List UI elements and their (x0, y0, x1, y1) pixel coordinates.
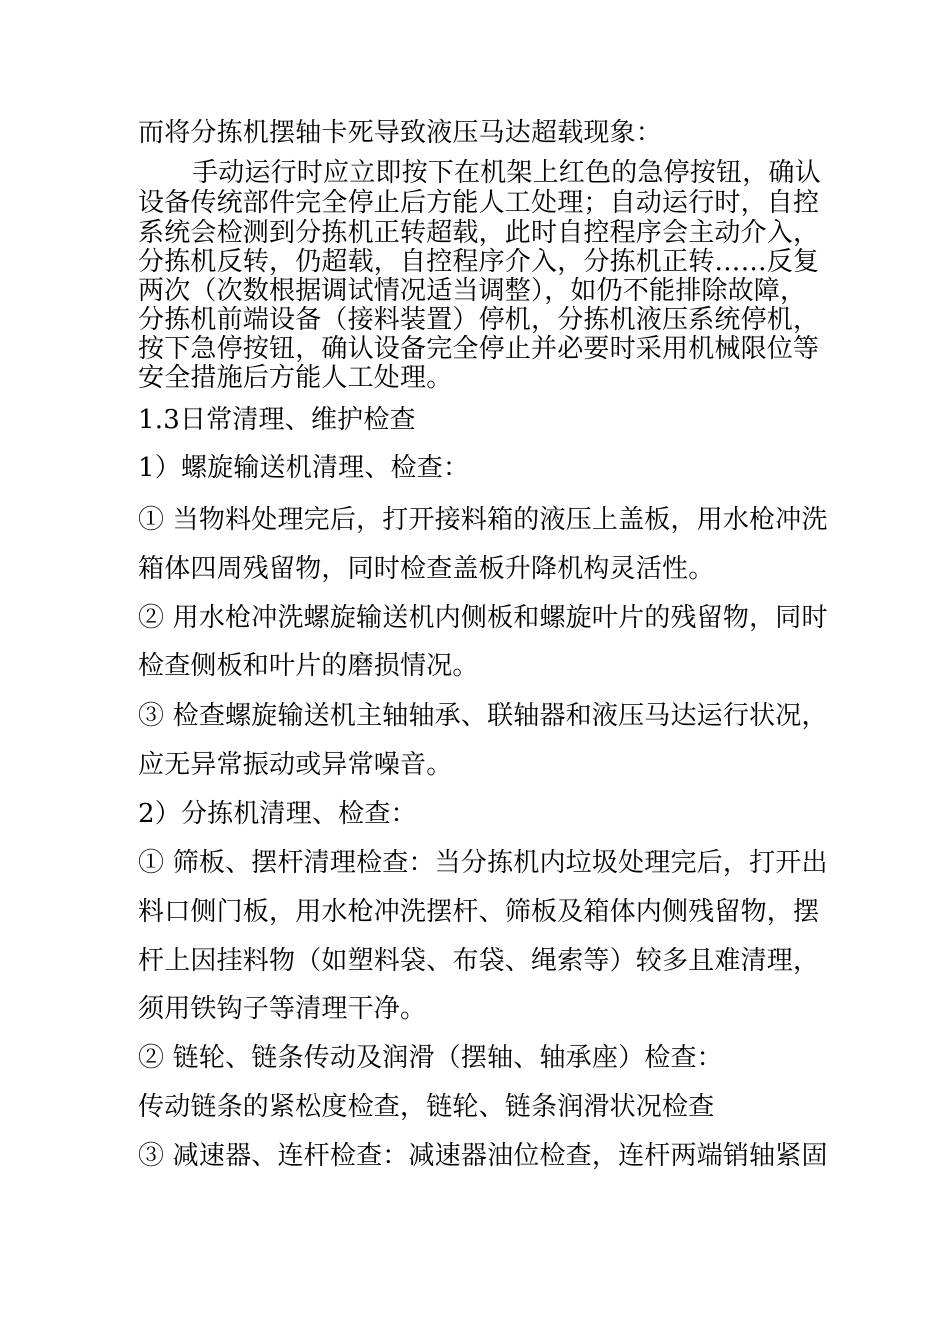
text-line: 分拣机反转，仍超载，自控程序介入，分拣机正转……反复 (138, 247, 820, 277)
text-line: 应无异常振动或异常噪音。 (138, 750, 453, 780)
text-line: ① 当物料处理完后，打开接料箱的液压上盖板，用水枪冲洗 (138, 505, 828, 535)
text-line: ② 链轮、链条传动及润滑（摆轴、轴承座）检查： (138, 1043, 723, 1073)
text-line: 须用铁钩子等清理干净。 (138, 994, 427, 1024)
text-line: ① 筛板、摆杆清理检查：当分拣机内垃圾处理完后，打开出 (138, 848, 828, 878)
text-line: 手动运行时应立即按下在机架上红色的急停按钮，确认 (192, 158, 821, 188)
text-line: 料口侧门板，用水枪冲洗摆杆、筛板及箱体内侧残留物，摆 (138, 897, 820, 927)
text-line: 两次（次数根据调试情况适当调整），如仍不能排除故障， (138, 276, 807, 306)
text-line: 安全措施后方能人工处理。 (138, 363, 453, 393)
text-line: 按下急停按钮，确认设备完全停止并必要时采用机械限位等 (138, 334, 820, 364)
text-line: ② 用水枪冲洗螺旋输送机内侧板和螺旋叶片的残留物，同时 (138, 603, 828, 633)
text-line: 设备传统部件完全停止后方能人工处理；自动运行时，自控 (138, 188, 820, 218)
text-line: 分拣机前端设备（接料装置）停机，分拣机液压系统停机， (138, 305, 820, 335)
text-line: 系统会检测到分拣机正转超载，此时自控程序会主动介入， (138, 218, 820, 248)
text-line: 而将分拣机摆轴卡死导致液压马达超载现象： (138, 118, 663, 148)
text-line: 检查侧板和叶片的磨损情况。 (138, 651, 479, 681)
text-line: 杆上因挂料物（如塑料袋、布袋、绳索等）较多且难清理， (138, 946, 820, 976)
subsection-heading: 1）螺旋输送机清理、检查： (138, 453, 470, 483)
subsection-heading: 2）分拣机清理、检查： (138, 799, 417, 829)
text-line: 传动链条的紧松度检查，链轮、链条润滑状况检查 (138, 1092, 715, 1122)
section-heading: 1.3日常清理、维护检查 (138, 405, 416, 435)
text-line: 箱体四周残留物，同时检查盖板升降机构灵活性。 (138, 554, 715, 584)
text-line: ③ 检查螺旋输送机主轴轴承、联轴器和液压马达运行状况， (138, 701, 828, 731)
text-line: ③ 减速器、连杆检查：减速器油位检查，连杆两端销轴紧固 (138, 1141, 828, 1171)
